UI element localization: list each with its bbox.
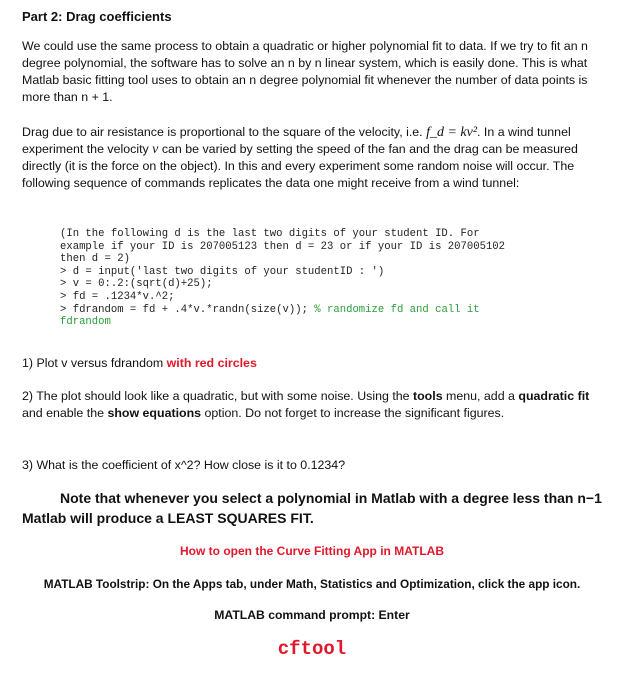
code-statement: > fdrandom = fd + .4*v.*randn(size(v)); bbox=[60, 303, 315, 316]
drag-paragraph bbox=[22, 124, 606, 192]
code-line: > v = 0:.2:(sqrt(d)+25); bbox=[60, 278, 213, 291]
code-line: example if your ID is 207005123 then d = 23 or if your ID is 207005102 bbox=[60, 240, 506, 253]
intro-paragraph: We could use the same process to obtain a quadratic or higher polynomial fit to data. If we try to fit an n degree polynomial, the software has to solve an n by n linear system, which is easily done. This is what Matlab basic fitting tool uses to obtain an n degree polynomial fit whenever the number of data points is more than n + 1. bbox=[22, 39, 588, 104]
command-prompt-instruction: MATLAB command prompt: Enter bbox=[214, 608, 410, 622]
question-2 bbox=[22, 388, 606, 422]
question-1 bbox=[22, 355, 606, 372]
drag-text-a: Drag due to air resistance is proportional to the square of the velocity, i.e. bbox=[22, 125, 427, 139]
question-2-text-d: option. Do not forget to increase the significant figures. bbox=[201, 406, 505, 420]
question-2-text-c: and enable the bbox=[22, 406, 108, 420]
question-2-text-b: menu, add a bbox=[442, 389, 519, 403]
least-squares-note: Note that whenever you select a polynomial in Matlab with a degree less than n−1 Matlab will produce a LEAST SQUARES FIT. bbox=[22, 490, 602, 526]
drag-text-c: can be varied by setting the speed of the fan and the drag can be measured directly (it is the force on the object). In this and every experiment some random noise will occur. The following sequence of commands replicates the data one might receive from a wind tunnel: bbox=[22, 142, 578, 190]
quadratic-fit-keyword: quadratic fit bbox=[518, 389, 590, 403]
code-block bbox=[60, 228, 600, 329]
tools-keyword: tools bbox=[412, 389, 443, 403]
question-1-text: 1) Plot v versus fdrandom bbox=[22, 356, 167, 370]
show-equations-keyword: show equations bbox=[107, 406, 202, 420]
curve-fitting-app-title: How to open the Curve Fitting App in MATLAB bbox=[180, 544, 444, 558]
drag-formula: f_d = kv² bbox=[426, 125, 478, 140]
code-line: > fd = .1234*v.^2; bbox=[60, 290, 175, 303]
question-2-text-a: 2) The plot should look like a quadratic, but with some noise. Using the bbox=[22, 389, 413, 403]
code-line: then d = 2) bbox=[60, 253, 130, 266]
question-3: 3) What is the coefficient of x^2? How close is it to 0.1234? bbox=[22, 458, 346, 472]
toolstrip-instruction: MATLAB Toolstrip: On the Apps tab, under Math, Statistics and Optimization, click the app icon. bbox=[43, 577, 581, 591]
code-line: (In the following d is the last two digits of your student ID. For bbox=[60, 228, 480, 240]
code-comment-continued: fdrandom bbox=[60, 316, 111, 329]
code-comment: % randomize fd and call it bbox=[314, 303, 480, 316]
question-1-highlight: with red circles bbox=[166, 356, 257, 370]
code-line bbox=[60, 304, 600, 317]
section-heading: Part 2: Drag coefficients bbox=[22, 9, 172, 24]
drag-text-b: . In a wind tunnel experiment the velocity bbox=[22, 125, 571, 156]
velocity-symbol: v bbox=[152, 142, 159, 157]
code-line: > d = input('last two digits of your studentID : ') bbox=[60, 265, 385, 278]
cftool-command: cftool bbox=[277, 638, 347, 660]
